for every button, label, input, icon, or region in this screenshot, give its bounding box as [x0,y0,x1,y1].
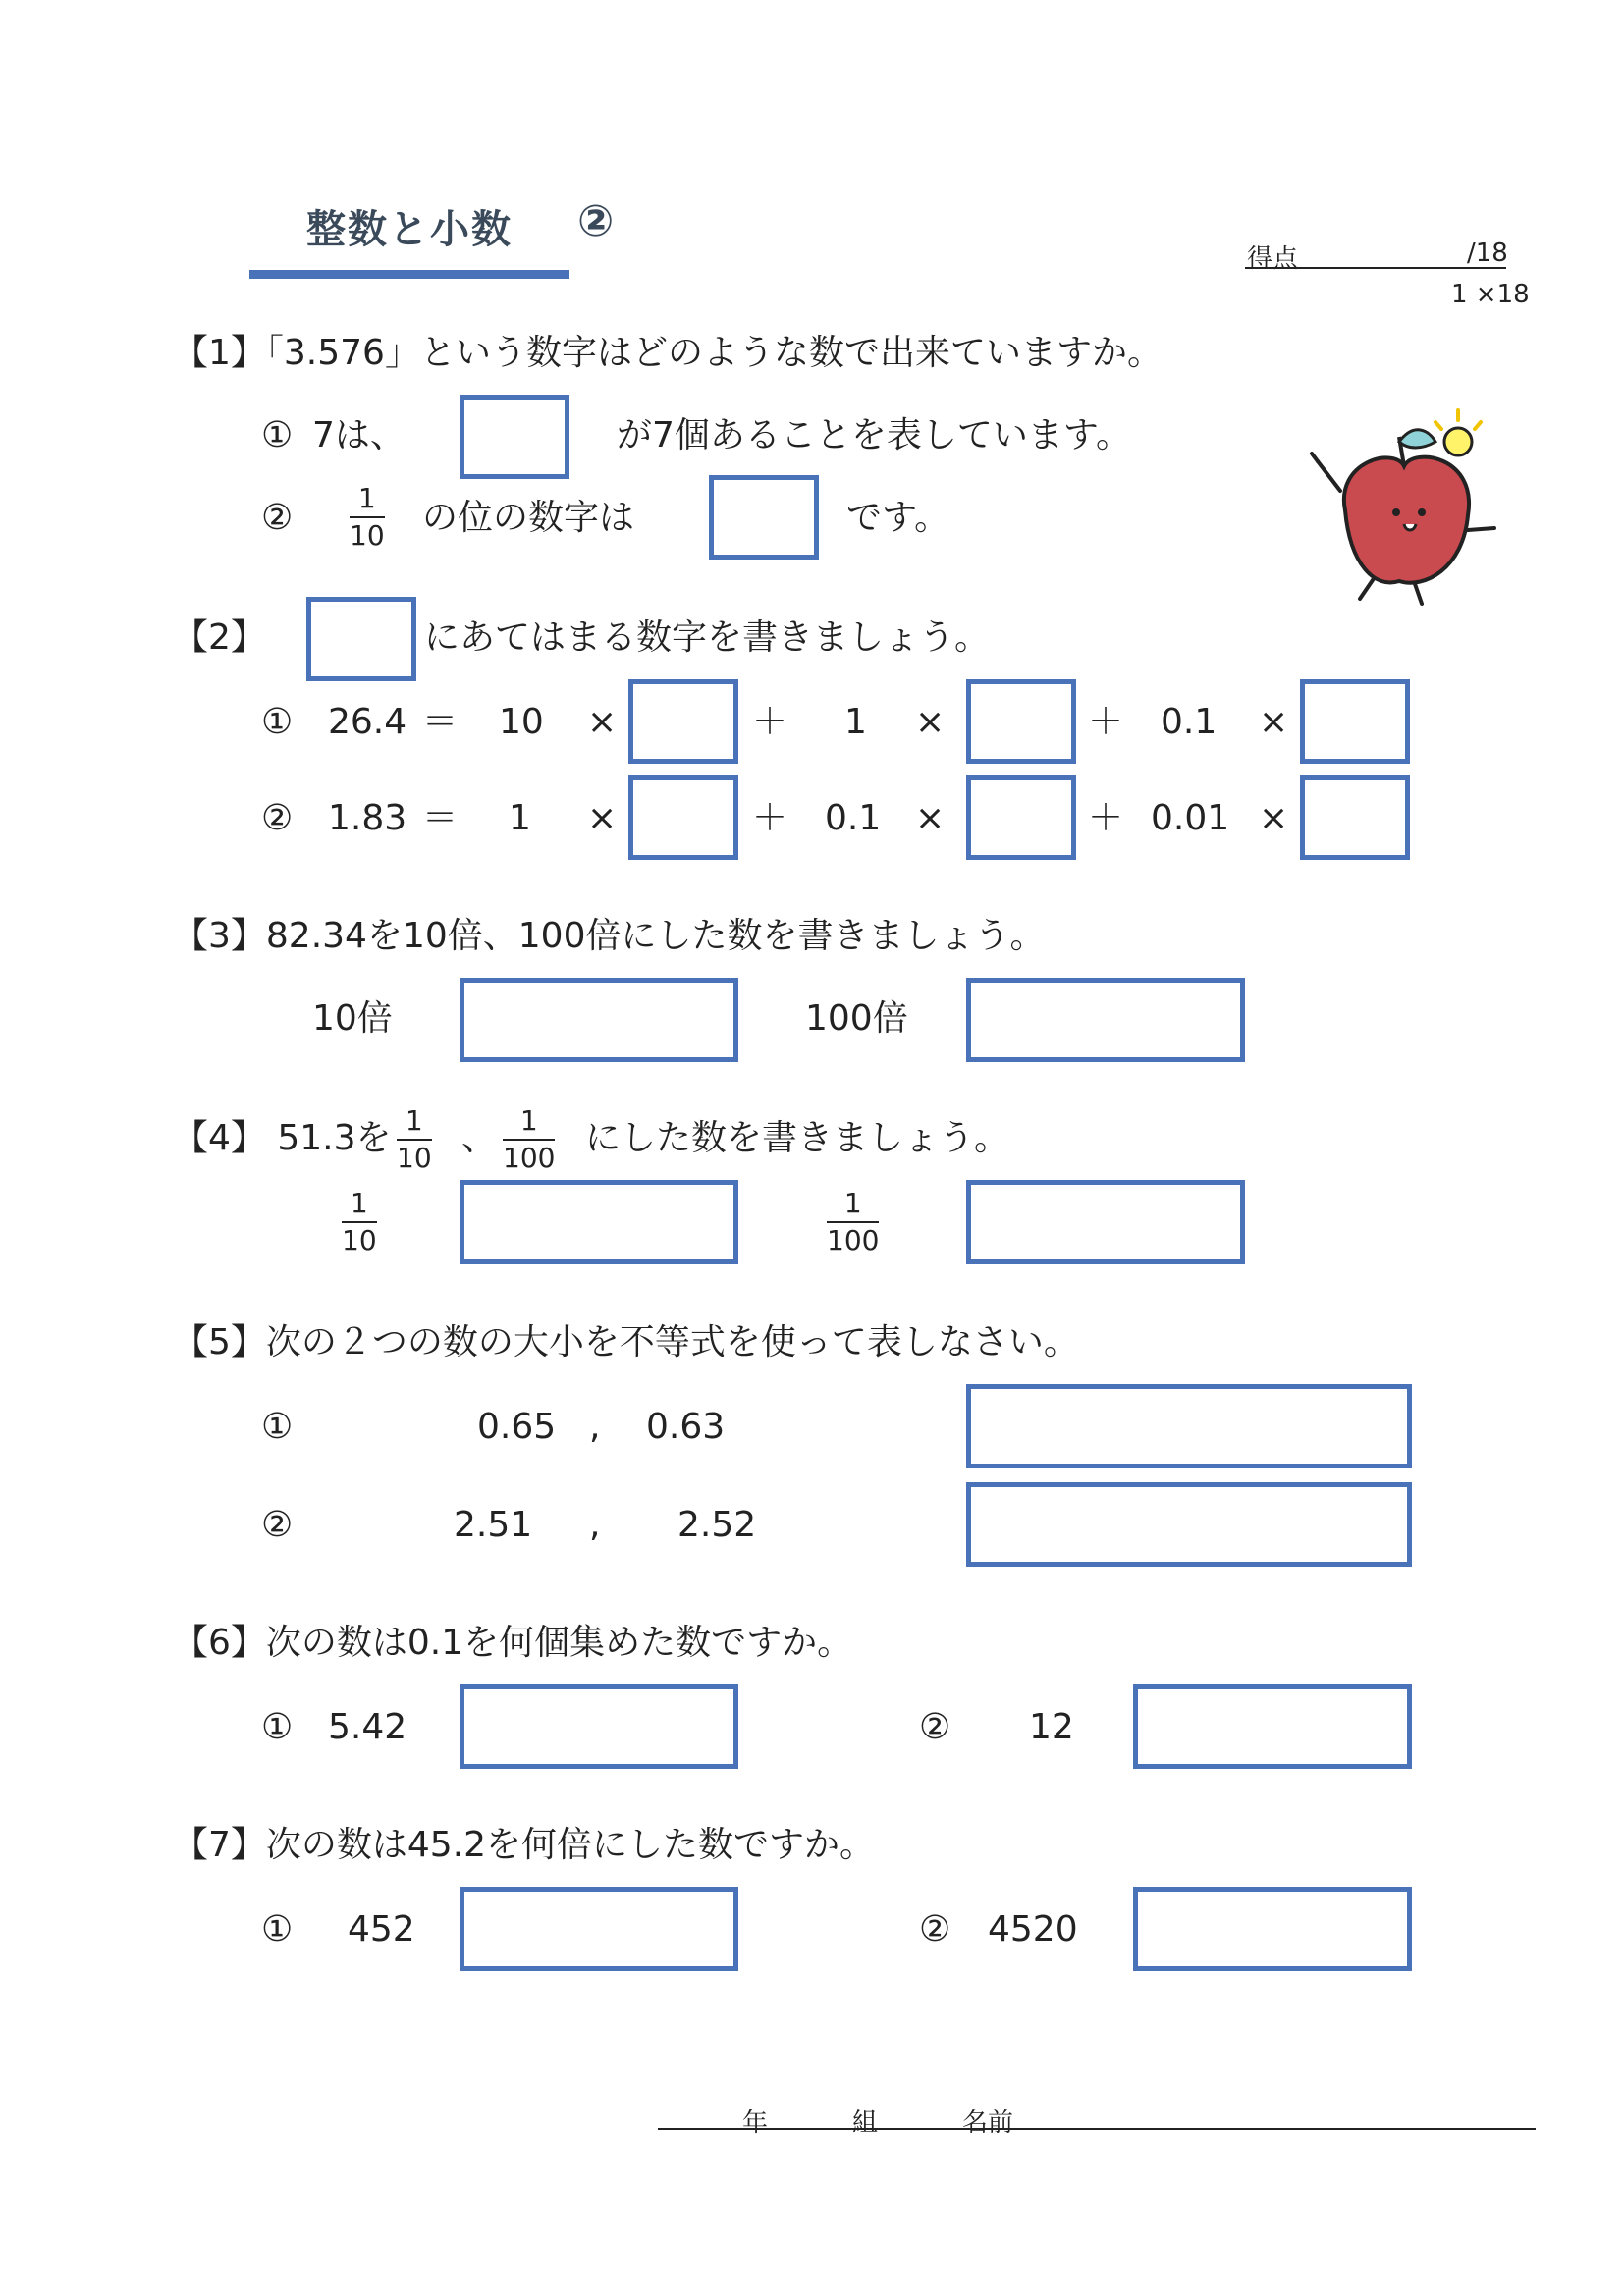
fraction-numerator: 1 [405,1104,423,1137]
score-formula: 1 ×18 [1451,280,1530,309]
q6-answer-1[interactable] [460,1684,738,1769]
q7-heading: 【7】次の数は45.2を何倍にした数ですか。 [173,1825,876,1865]
q2-r2-x1: × [587,798,618,838]
q2-r2-t2: 0.1 [825,798,882,838]
footer-class: 組 [852,2109,879,2138]
q4-separator: 、 [461,1118,498,1158]
q1-item2-mid: の位の数字は [422,498,635,538]
q5-heading: 【5】次の２つの数の大小を不等式を使って表しなさい。 [173,1322,1079,1362]
q2-r1-x1: × [587,702,618,742]
q5-r1-mark: ① [261,1407,294,1447]
q6-answer-2[interactable] [1133,1684,1412,1769]
lightbulb-icon [1424,402,1492,471]
q2-r2-box1[interactable] [628,775,738,860]
worksheet-title: 整数と小数 [306,207,513,252]
q3-answer-10x[interactable] [460,978,738,1062]
q4-heading-b: にした数を書きましょう。 [585,1118,1010,1158]
fraction-denominator: 10 [350,519,385,552]
q2-r1-p1: ＋ [752,702,788,742]
worksheet-number: ② [577,196,617,246]
fraction-denominator: 100 [827,1224,880,1256]
q2-r1-box3[interactable] [1300,679,1410,764]
q2-heading-text: にあてはまる数字を書きましょう。 [424,617,991,658]
q1-item1-lead: 7は、 [312,415,406,455]
q1-answer-box-2[interactable] [709,475,819,560]
q1-item2-mark: ② [261,498,294,538]
score-line [1245,267,1506,269]
q4-heading-a: 【4】 51.3を [173,1118,392,1158]
q3-heading: 【3】82.34を10倍、100倍にした数を書きましょう。 [173,916,1046,956]
q4-answer-hundredth[interactable] [966,1180,1245,1264]
q6-val2: 12 [1029,1707,1074,1747]
footer-year: 年 [742,2109,769,2138]
q5-r1-b: 0.63 [646,1407,726,1447]
title-underline [249,270,569,279]
q5-r1-comma: , [589,1407,601,1447]
q5-answer-2[interactable] [966,1482,1412,1567]
q7-answer-1[interactable] [460,1887,738,1971]
q1-answer-box-1[interactable] [460,395,569,479]
q2-r2-mark: ② [261,798,294,838]
q1-item1-tail: が7個あることを表しています。 [617,415,1132,455]
q6-val1: 5.42 [328,1707,407,1747]
fraction-denominator: 10 [342,1224,377,1256]
q3-answer-100x[interactable] [966,978,1245,1062]
q2-r2-eq: ＝ [422,798,459,838]
q5-answer-1[interactable] [966,1384,1412,1468]
q2-r1-eq: ＝ [422,702,459,742]
q6-mark2: ② [919,1707,951,1747]
footer-name: 名前 [962,2109,1014,2138]
q2-r2-p1: ＋ [752,798,788,838]
q3-label-10x: 10倍 [312,998,393,1039]
score-label: 得点 [1247,244,1299,274]
fraction-numerator: 1 [357,482,376,514]
q5-r2-mark: ② [261,1505,294,1545]
q5-r2-a: 2.51 [454,1505,533,1545]
fraction-denominator: 10 [397,1142,432,1174]
fraction-denominator: 100 [503,1142,556,1174]
q4-heading-frac1 [397,1104,432,1174]
q2-r1-t1: 10 [499,702,544,742]
q1-item1-mark: ① [261,415,294,455]
q4-answer-tenth[interactable] [460,1180,738,1264]
q2-r1-x2: × [915,702,946,742]
q2-r1-box1[interactable] [628,679,738,764]
q2-r1-mark: ① [261,702,294,742]
q5-r2-comma: , [589,1505,601,1545]
fraction-numerator: 1 [350,1187,368,1219]
q2-heading-mark: 【2】 [173,617,266,658]
q4-label-hundredth [827,1187,880,1256]
q1-heading: 【1】「3.576」という数字はどのような数で出来ていますか。 [173,333,1163,373]
q6-mark1: ① [261,1707,294,1747]
q1-fraction [350,482,385,552]
q2-r2-box2[interactable] [966,775,1076,860]
q4-label-tenth [342,1187,377,1256]
q2-r2-t3: 0.01 [1151,798,1230,838]
q4-heading-frac2 [503,1104,556,1174]
q2-r1-lhs: 26.4 [328,702,407,742]
score-total: /18 [1467,239,1508,268]
q2-sample-box [306,597,416,681]
fraction-numerator: 1 [519,1104,538,1137]
q6-heading: 【6】次の数は0.1を何個集めた数ですか。 [173,1623,853,1663]
q7-mark1: ① [261,1909,294,1949]
footer-line [658,2128,1536,2130]
q5-r2-b: 2.52 [677,1505,757,1545]
q2-r2-x3: × [1259,798,1289,838]
q2-r1-x3: × [1259,702,1289,742]
q2-r2-box3[interactable] [1300,775,1410,860]
q2-r1-t3: 0.1 [1161,702,1218,742]
q2-r1-p2: ＋ [1088,702,1124,742]
q7-mark2: ② [919,1909,951,1949]
q3-label-100x: 100倍 [805,998,908,1039]
q2-r1-t2: 1 [844,702,867,742]
q2-r2-t1: 1 [509,798,531,838]
q5-r1-a: 0.65 [477,1407,557,1447]
q2-r1-box2[interactable] [966,679,1076,764]
q2-r2-x2: × [915,798,946,838]
q7-val1: 452 [348,1909,415,1949]
q2-r2-lhs: 1.83 [328,798,407,838]
q2-r2-p2: ＋ [1088,798,1124,838]
q1-item2-tail: です。 [846,498,950,538]
q7-val2: 4520 [988,1909,1078,1949]
fraction-numerator: 1 [843,1187,862,1219]
q7-answer-2[interactable] [1133,1887,1412,1971]
